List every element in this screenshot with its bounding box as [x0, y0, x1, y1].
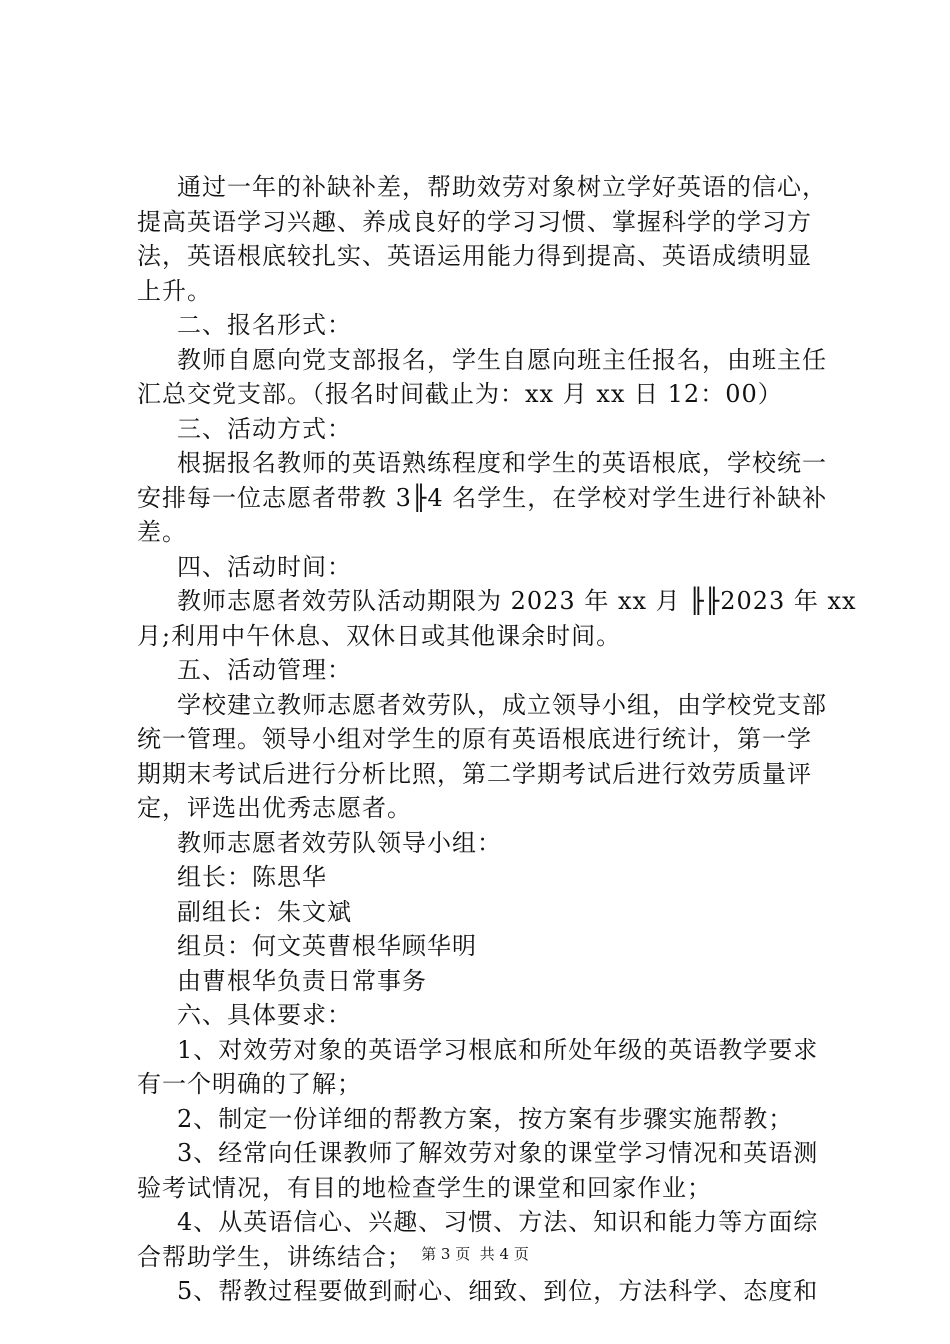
text-line: 组员：何文英曹根华顾华明 — [177, 932, 477, 960]
text-line: 汇总交党支部。（报名时间截止为：xx 月 xx 日 12：00） — [137, 380, 783, 408]
document-body — [137, 170, 857, 1309]
text-line: 教师志愿者效劳队活动期限为 2023 年 xx 月 ╟╟2023 年 xx — [177, 587, 857, 615]
text-line: 2、制定一份详细的帮教方案，按方案有步骤实施帮教； — [177, 1104, 794, 1133]
text-line: 六、具体要求： — [177, 1001, 352, 1029]
text-line: 定，评选出优秀志愿者。 — [137, 794, 412, 822]
text-line: 4、从英语信心、兴趣、习惯、方法、知识和能力等方面综 — [177, 1208, 819, 1236]
text-line: 统一管理。领导小组对学生的原有英语根底进行统计，第一学 — [137, 725, 812, 753]
text-line: 四、活动时间： — [177, 552, 352, 581]
text-line: 3、经常向任课教师了解效劳对象的课堂学习情况和英语测 — [177, 1139, 819, 1167]
text-line: 法，英语根底较扎实、英语运用能力得到提高、英语成绩明显 — [137, 242, 812, 270]
text-line: 验考试情况，有目的地检查学生的课堂和回家作业； — [137, 1173, 712, 1202]
text-line: 由曹根华负责日常事务 — [177, 966, 427, 995]
text-line: 期期末考试后进行分析比照，第二学期考试后进行效劳质量评 — [137, 759, 812, 788]
text-line: 月;利用中午休息、双休日或其他课余时间。 — [137, 621, 622, 650]
text-line: 二、报名形式： — [177, 311, 352, 339]
text-line: 根据报名教师的英语熟练程度和学生的英语根底，学校统一 — [177, 449, 827, 477]
text-line: 教师自愿向党支部报名，学生自愿向班主任报名，由班主任 — [177, 345, 827, 374]
text-line: 合帮助学生，讲练结合； — [137, 1242, 412, 1271]
text-line: 安排每一位志愿者带教 3╟4 名学生，在学校对学生进行补缺补 — [137, 483, 828, 512]
text-line: 五、活动管理： — [177, 656, 352, 684]
text-line: 5、帮教过程要做到耐心、细致、到位，方法科学、态度和 — [177, 1277, 819, 1305]
text-line: 通过一年的补缺补差，帮助效劳对象树立学好英语的信心， — [177, 173, 827, 201]
text-line: 组长：陈思华 — [177, 863, 327, 891]
text-line: 差。 — [137, 518, 187, 546]
text-line: 三、活动方式： — [177, 414, 352, 443]
page-footer: 第 3 页 共 4 页 — [421, 1245, 529, 1263]
text-line: 学校建立教师志愿者效劳队，成立领导小组，由学校党支部 — [177, 690, 827, 719]
text-line: 副组长：朱文斌 — [177, 897, 352, 926]
text-line: 有一个明确的了解； — [137, 1070, 362, 1098]
text-line: 1、对效劳对象的英语学习根底和所处年级的英语教学要求 — [177, 1035, 819, 1064]
text-line: 上升。 — [137, 276, 212, 305]
text-line: 教师志愿者效劳队领导小组： — [177, 828, 502, 857]
text-line: 提高英语学习兴趣、养成良好的学习习惯、掌握科学的学习方 — [137, 207, 812, 236]
